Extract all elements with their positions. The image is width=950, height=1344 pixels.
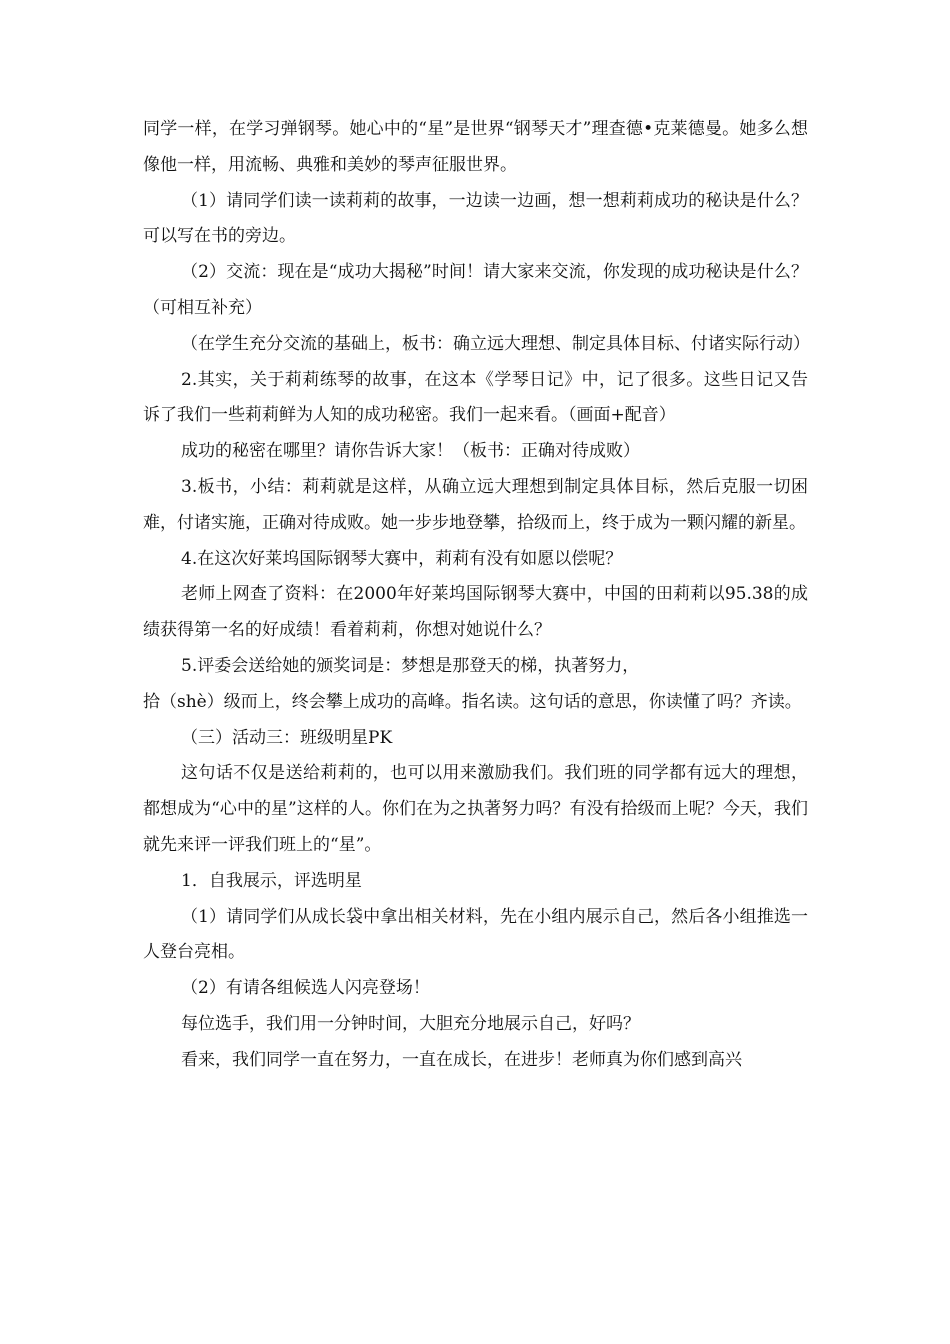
paragraph: 看来，我们同学一直在努力，一直在成长，在进步！老师真为你们感到高兴 xyxy=(181,1049,742,1070)
paragraph: 每位选手，我们用一分钟时间，大胆充分地展示自己，好吗？ xyxy=(181,1013,640,1034)
paragraph: （2）有请各组候选人闪亮登场！ xyxy=(181,978,430,999)
paragraph: （2）交流：现在是“成功大揭秘”时间！请大家来交流，你发现的成功秘诀是什么？（可相互补充） xyxy=(143,262,808,318)
paragraph: 2.其实，关于莉莉练琴的故事，在这本《学琴日记》中，记了很多。这些日记又告诉了我们一些莉莉鲜为人知的成功秘密。我们一起来看。（画面+配音） xyxy=(143,369,808,426)
document-page xyxy=(143,112,808,1079)
paragraph: 3.板书，小结：莉莉就是这样，从确立远大理想到制定具体目标，然后克服一切困难，付诸实施，正确对待成败。她一步步地登攀，拾级而上，终于成为一颗闪耀的新星。 xyxy=(143,476,808,533)
paragraph: 拾（shè）级而上，终会攀上成功的高峰。指名读。这句话的意思，你读懂了吗？齐读。 xyxy=(143,691,802,712)
subheading: 1．自我展示，评选明星 xyxy=(181,870,362,891)
paragraph: 成功的秘密在哪里？请你告诉大家！（板书：正确对待成败） xyxy=(181,441,640,462)
section-heading: （三）活动三：班级明星PK xyxy=(181,727,393,748)
paragraph: （在学生充分交流的基础上，板书：确立远大理想、制定具体目标、付诸实际行动） xyxy=(181,333,810,354)
paragraph: （1）请同学们读一读莉莉的故事，一边读一边画，想一想莉莉成功的秘诀是什么？可以写在书的旁边。 xyxy=(143,190,808,247)
paragraph: 4.在这次好莱坞国际钢琴大赛中，莉莉有没有如愿以偿呢？ xyxy=(181,548,623,569)
paragraph: 5.评委会送给她的颁奖词是：梦想是那登天的梯，执著努力， xyxy=(181,655,640,676)
paragraph: 老师上网查了资料：在2000年好莱坞国际钢琴大赛中，中国的田莉莉以95.38的成绩获得第一名的好成绩！看着莉莉，你想对她说什么？ xyxy=(143,584,808,641)
paragraph: 这句话不仅是送给莉莉的，也可以用来激励我们。我们班的同学都有远大的理想，都想成为“心中的星”这样的人。你们在为之执著努力吗？有没有拾级而上呢？今天，我们就先来评一评我们班上的“星”。 xyxy=(143,763,808,855)
paragraph: 同学一样，在学习弹钢琴。她心中的“星”是世界“钢琴天才”理查德•克莱德曼。她多么想像他一样，用流畅、典雅和美妙的琴声征服世界。 xyxy=(143,119,808,175)
paragraph: （1）请同学们从成长袋中拿出相关材料，先在小组内展示自己，然后各小组推选一人登台亮相。 xyxy=(143,906,808,963)
